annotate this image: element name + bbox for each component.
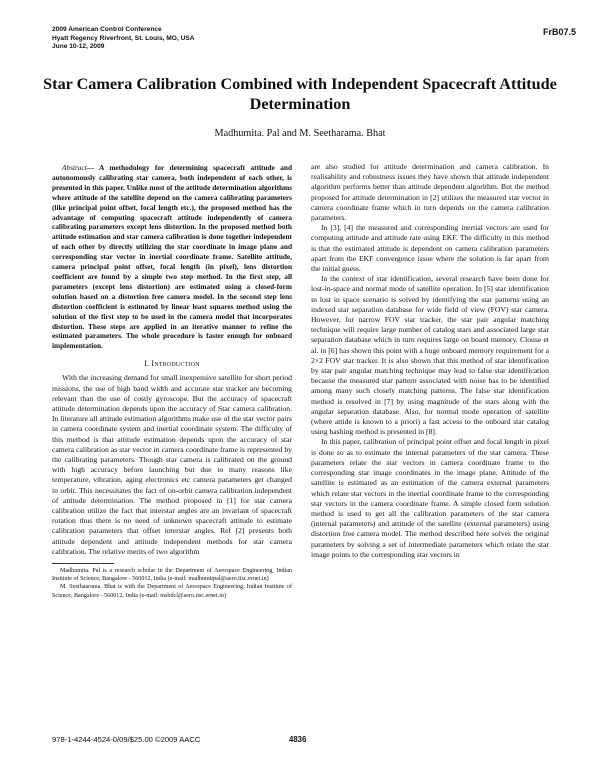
footnote-author-1: Madhumita. Pal is a research scholar in the Department of Aerospace Engineering, Indian Institute of Science, Bangalore - 560012, India (e-mail: madhumitpal@aero.iisc.ernet.in) <box>52 568 292 583</box>
conference-dates: June 10-12, 2009 <box>52 43 105 51</box>
paper-code: FrB07.5 <box>542 27 576 37</box>
isbn-copyright: 978-1-4244-4524-0/09/$25.00 ©2009 AACC <box>52 735 201 744</box>
right-column <box>311 162 549 560</box>
right-paragraph-1: are also studied for attitude determination and camera calibration. In realisability and robustness issues they have shown that attitude independent algorithm performs better than attitude dependent algorithm. But the method proposed for attitude determination in [2] utilizes the measured star vector in camera coordinate frame which in turn depends on the camera calibration parameters. <box>311 162 549 223</box>
section-number: I. <box>144 359 150 369</box>
right-paragraph-3: In the context of star identification, several research have been done for lost-in-space and normal mode of satellite operation. In [5] star identification in lost in space scenario is solved by identifying the star patterns using an indexed star separation database for wide field of view (FOV) star camera. However, for narrow FOV star tracker, the star pair angular matching technique will require large number of catalog stars and associated large star separation database which in turn requires large on board memory. Clouse et al. in [6] has shown this point with a huge onboard memory requirement for a 2×2 FOV star tracker. It is also shown that this method of star identification by star pair angular matching technique may lead to false star identification because the measured star pattern associated with noise has to be identified among many such closely matching patterns. The false star identification method is resolved in [7] by using magnitude of the stars along with the angular separation database. Also, for normal mode operation of satellite (where attide is known to a priori) a fast access to the onboard star catalog using hashing method is presented in [8]. <box>311 274 549 437</box>
section-heading <box>52 359 292 369</box>
conference-name: 2009 American Control Conference <box>52 26 162 33</box>
right-paragraph-4: In this paper, calibration of principal point offset and focal length in pixel is done so as to estimate the internal parameters of the star camera. These parameters relate the star vectors in camera coordinate frame to the corresponding star image coordinates in the image plane. Attitude of the satellite is estimated as an estimation of the camera external parameters which relate star vectors in the inertial coordinate frame to the corresponding star vectors in the camera coordinate frame. A simple closed form solution method is used to get all the calibration parameters of the star camera (internal parameters) and attitude of the satellite (external parameters) using distortion free camera model. The method described here solves the original parameters by solving a set of intermediate parameters which relate the star image points to the corresponding star vectors in <box>311 437 549 559</box>
section-title: Introduction <box>151 359 200 369</box>
page-number: 4836 <box>289 735 307 744</box>
footnotes <box>52 567 292 600</box>
abstract-text: — A methodology for determining spacecraft attitude and autonomously calibrating star camera, both independent of each other, is presented in this paper. Unlike most of the attitude determination algorithms where attitude of the satellite depend on the camera calibrating parameters (like principal point offset, focal length etc.), the proposed method has the advantage of computing spacecraft attitude independently of camera calibrating parameters except lens distortion. In the proposed method both attitude estimation and star camera calibration is done together independent of each other by directly utilizing the star coordinate in image plane and corresponding star vector in inertial coordinate frame. Satellite attitude, camera principal point offset, focal length (in pixel), lens distortion coefficient are found by a simple two step method. In the first step, all parameters (except lens distortion) are estimated using a closed-form solution based on a distortion free camera model. In the second step lens distortion coefficient is estimated by linear least squares method using the solution of the first step to be used in the camera model that incorporates distortion. These steps are applied in an iterative manner to refine the estimated parameters. The whole procedure is faster enough for onboard implementation. <box>52 163 292 351</box>
right-paragraph-2: In [3], [4] the measured and corresponding inertial vectors are used for computing attitude and attitude rate using EKF. The difficulty in this method is that the estimated attitude is dependent on camera calibration parameters apart from the EKF convergence issue where the solution is far apart from the initial guess. <box>311 223 549 274</box>
abstract <box>52 163 292 351</box>
footnote-rule <box>52 563 114 564</box>
left-column <box>52 163 292 600</box>
paper-title: Star Camera Calibration Combined with Independent Spacecraft Attitude Determination <box>43 75 557 113</box>
intro-paragraph: With the increasing demand for small inexpensive satellite for short period missions, the use of high band width and accurate star tracker are becoming relevant than the use of costly gyroscope. But the accuracy of spacecraft attitude determination depends upon the accuracy of Star camera calibration. In literature all attitude estimation algorithms make use of the star vector pairs in camera coordinate system and inertial coordinate system. The difficulty of this method is that attitude estimation depends upon the accuracy of star camera calibration as star vector in camera coordinate frame is represented by the calibrating parameters. Though star camera is calibrated on the ground with high accuracy before launching but due to many reasons like temperature, vibration, aging electronics etc camera parameters get changed in orbit. This necessitates the fact of on-orbit camera calibration independent of attitude determination. The method proposed in [1] for star camera calibration utilize the fact that interstar angles are an invariant of spacecraft rotation thus there is no need of unknown spacecraft attitude to estimate calibration parameters that offset interstar angles. Ref [2] presents both attitude dependent and attitude independent methods for star camera calibration. The relative merits of two algorithm <box>52 373 292 556</box>
abstract-label: Abstract <box>62 163 87 172</box>
conference-header <box>52 26 195 52</box>
authors: Madhumita. Pal and M. Seetharama. Bhat <box>214 128 386 139</box>
conference-venue: Hyatt Regency Riverfront, St. Louis, MO, USA <box>52 34 195 42</box>
footnote-author-2: M. Seethaarama. Bhat is with the Department of Aerospace Engineering, Indian Institute of Science, Bangalore - 560012, India (e-mail: msbdcl@aero.iisc.ernet.in) <box>52 584 292 599</box>
